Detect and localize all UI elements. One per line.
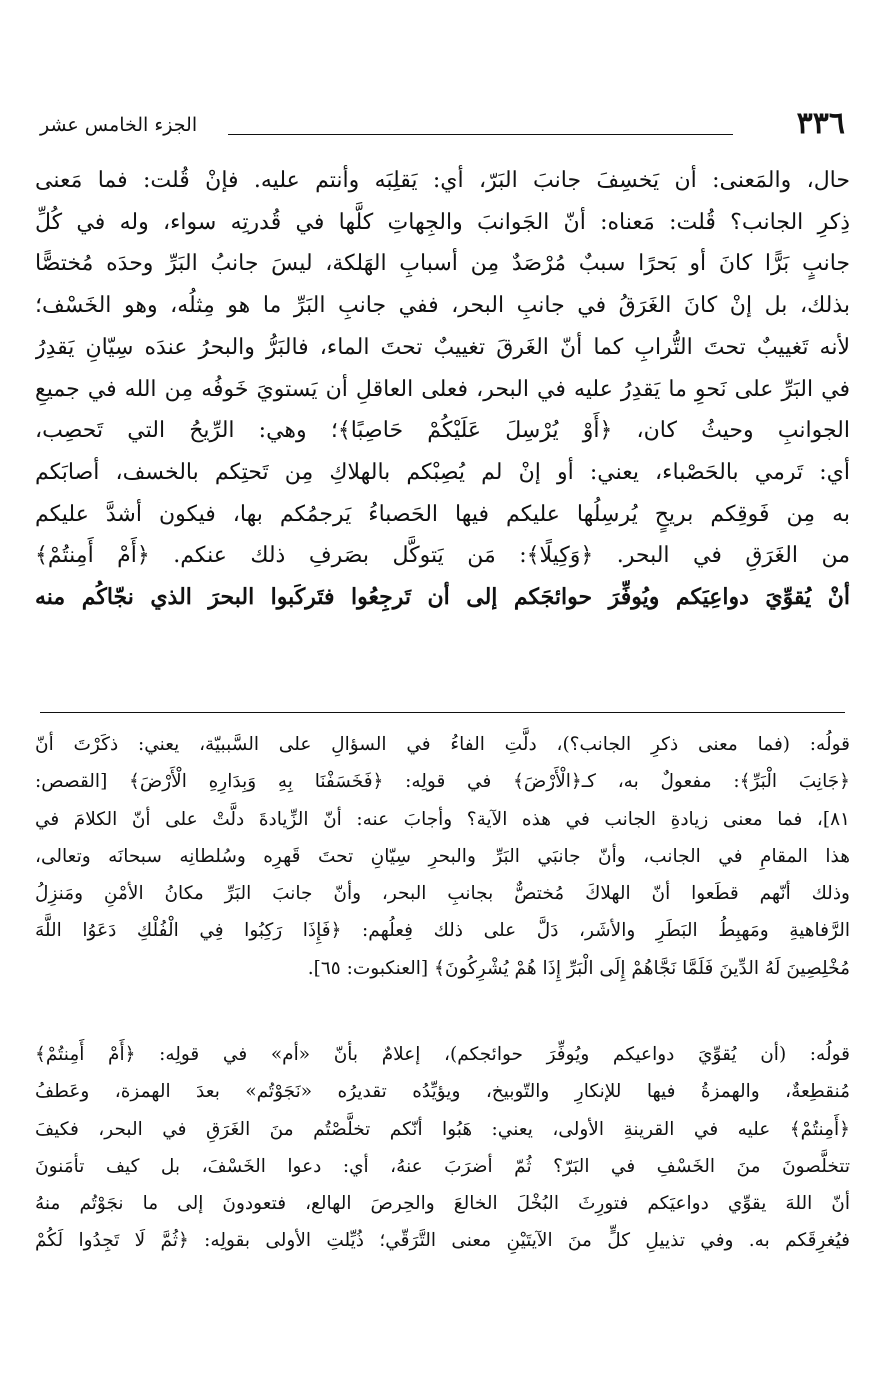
- main-text-line: لأنه تَغييبٌ تحتَ التُّرابِ كما أنّ الغَرقَ تغييبٌ تحتَ الماء، فالبَرُّ والبحرُ عندَه سِيّانِ يَقدِرُ: [35, 334, 850, 360]
- commentary-paragraph-1: [35, 726, 850, 987]
- main-text-line: بذلك، بل إنْ كانَ الغَرَقُ في جانبِ البحر، ففي جانبِ البَرِّ ما هو مِثلُه، وهو الخَسْف؛: [35, 293, 850, 319]
- commentary-line: وذلك أنّهم قطَعوا أنّ الهلاكَ مُختصٌّ بجانبِ البحر، وأنّ جانبَ البَرِّ مكانُ الأمْنِ ومَنزِلُ: [35, 883, 850, 905]
- running-title: الجزء الخامس عشر: [40, 114, 198, 136]
- commentary-line: قولُه: (أن يُقوِّيَ دواعيكم ويُوفِّرَ حوائجكم)، إعلامٌ بأنّ «أم» في قولِه: ﴿أَمْ أَمِنتُمْ﴾: [35, 1044, 850, 1065]
- commentary-line: مُخْلِصِينَ لَهُ الدِّينَ فَلَمَّا نَجَّاهُمْ إِلَى الْبَرِّ إِذَا هُمْ يُشْرِكُونَ﴾ [العنكبوت: ٦٥].: [307, 957, 850, 979]
- main-text-line: من الغَرَقِ في البحر. ﴿وَكِيلًا﴾: مَن يَتوكَّل بصَرفِ ذلك عنكم. ﴿أَمْ أَمِنتُمْ﴾: [35, 543, 850, 569]
- main-text-line: حال، والمَعنى: أن يَخسِفَ جانبَ البَرّ، أي: يَقلِبَه وأنتم عليه. فإنْ قُلت: فما مَعنى: [35, 168, 850, 193]
- commentary-line: تتخلَّصونَ منَ الخَسْفِ في البَرّ؟ ثُمّ أضرَبَ عنهُ، أي: دعوا الخَسْفَ، بل كيف تأمَنونَ: [35, 1155, 850, 1177]
- main-text-line: ذِكرِ الجانب؟ قُلت: مَعناه: أنّ الجَوانبَ والجِهاتِ كلَّها في قُدرتِه سواء، وله في كُلِّ: [35, 209, 850, 235]
- main-text-line: أي: تَرمي بالحَصْباء، يعني: أو إنْ لم يُصِبْكم بالهلاكِ مِن تَحتِكم بالخسف، أصابَكم: [35, 459, 850, 485]
- commentary-line: ﴿جَانِبَ الْبَرِّ﴾: مفعولٌ به، كـ﴿الْأَرْضَ﴾ في قولِه: ﴿فَخَسَفْنَا بِهِ وَبِدَارِهِ الْأَرْضَ﴾ [القصص:: [35, 771, 850, 793]
- commentary-line: ﴿أَمِنتُمْ﴾ عليه في القرينةِ الأولى، يعني: هَبُوا أنّكم تخلَّصْتُم منَ الغَرَقِ في البحر، فكيفَ: [35, 1118, 850, 1140]
- commentary-line: الرَّفاهيةِ ومَهبِطُ البَطَرِ والأشَر، دَلَّ على ذلك فِعلُهم: ﴿فَإِذَا رَكِبُوا فِي الْفُلْكِ دَعَوُا اللَّهَ: [35, 920, 850, 942]
- page-number: ٣٣٦: [796, 106, 845, 141]
- commentary-line: ٨١]، فما معنى زيادةِ الجانب في هذه الآية؟ وأجابَ عنه: أنّ الزِّيادةَ دلَّتْ على أنّ الكلامَ في: [35, 808, 850, 830]
- footnote-divider: [40, 712, 845, 713]
- main-text-line: في البَرِّ على نَحوِ ما يَقدِرُ عليه في البحر، فعلى العاقلِ أن يَستويَ خَوفُه مِن الله في جميعِ: [35, 376, 850, 402]
- main-text: [35, 160, 850, 619]
- main-text-line: أنْ يُقوِّيَ دواعِيَكم ويُوفِّرَ حوائجَكم إلى أن تَرجِعُوا فتَركَبوا البحرَ الذي نجّاكُم منه: [35, 584, 850, 611]
- commentary-line: فيُغرِقَكم به. وفي تذييلِ كلٍّ منَ الآيتَيْنِ معنى التَّرَقّي؛ ذُيِّلتِ الأولى بقولِه: ﴿ثُمَّ لَا تَجِدُوا لَكُمْ: [35, 1230, 850, 1252]
- commentary-line: أنّ اللهَ يقوِّي دواعيَكم فتورِثَ البُخْلَ الخالعَ والحِرصَ الهالع، فتعودونَ إلى ما نجَوْتُم منهُ: [35, 1193, 850, 1215]
- page-header: [40, 108, 845, 148]
- commentary-line: مُنقطِعةٌ، والهمزةُ فيها للإنكارِ والتّوبيخ، ويؤيِّدُه تقديرُه «نَجَوْتُم» بعدَ الهمزة، وعَطفُ: [35, 1081, 850, 1103]
- commentary-paragraph-2: [35, 1036, 850, 1260]
- main-text-line: جانبٍ بَرًّا كانَ أو بَحرًا سببٌ مُرْصَدٌ مِن أسبابِ الهَلكة، ليسَ جانبُ البَرِّ وحدَه مُختصًّا: [35, 251, 850, 277]
- main-text-line: الجوانبِ وحيثُ كان، ﴿أَوْ يُرْسِلَ عَلَيْكُمْ حَاصِبًا﴾؛ وهي: الرِّيحُ التي تَحصِب،: [35, 418, 850, 444]
- main-text-line: به مِن فَوقِكم بريحٍ يُرسِلُها عليكم فيها الحَصباءُ يَرجمُكم بها، فيكون أشدَّ عليكم: [35, 501, 850, 527]
- commentary-line: قولُه: (فما معنى ذكرِ الجانب؟)، دلَّتِ الفاءُ في السؤالِ على السَّببيّة، يعني: ذكَرْتَ أنّ: [35, 734, 850, 755]
- commentary-line: هذا المقامِ في الجانب، وأنّ جانبَي البَرِّ والبحرِ سِيّانِ تحتَ قَهرِه وسُلطانِه سبحانَه وتعالى،: [35, 845, 850, 867]
- header-rule: [228, 134, 733, 135]
